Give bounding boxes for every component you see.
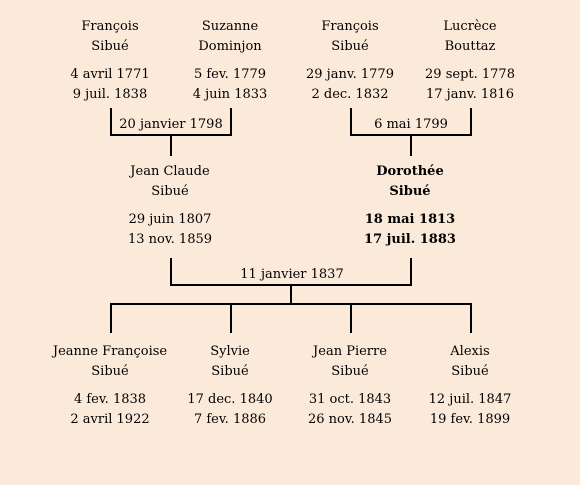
person-death-date: 26 nov. 1845	[307, 412, 393, 427]
person-death-date: 9 juil. 1838	[72, 87, 148, 102]
person-last-name: Sibué	[451, 364, 489, 379]
person-death-date: 17 janv. 1816	[426, 87, 514, 102]
person-first-name: Lucrèce	[443, 19, 497, 34]
person-death-date: 19 fev. 1899	[429, 412, 511, 427]
person-birth-date: 17 dec. 1840	[187, 392, 273, 407]
person-birth-date: 5 fev. 1779	[193, 67, 267, 82]
person-birth-date: 4 fev. 1838	[73, 392, 147, 407]
person-jeanne-francoise-sibue	[50, 342, 170, 430]
person-dorothee-sibue	[350, 162, 470, 250]
person-francois-sibue-paternal	[50, 17, 170, 105]
person-birth-date: 29 janv. 1779	[306, 67, 394, 82]
person-death-date: 17 juil. 1883	[364, 232, 456, 247]
person-last-name: Sibué	[389, 184, 431, 199]
person-francois-sibue-maternal	[290, 17, 410, 105]
connector-line	[470, 108, 472, 136]
person-last-name: Sibué	[331, 364, 369, 379]
person-first-name: Sylvie	[210, 344, 250, 359]
marriage-date-left: 20 janvier 1798	[112, 117, 230, 133]
marriage-date-parents: 11 janvier 1837	[230, 267, 354, 283]
connector-line	[410, 258, 412, 286]
person-birth-date: 4 avril 1771	[70, 67, 150, 82]
person-death-date: 2 avril 1922	[70, 412, 150, 427]
person-first-name: Jean Pierre	[313, 344, 387, 359]
sibling-bar	[110, 303, 472, 305]
descent-line	[410, 134, 412, 156]
person-birth-date: 12 juil. 1847	[428, 392, 512, 407]
person-last-name: Sibué	[331, 39, 369, 54]
person-death-date: 7 fev. 1886	[193, 412, 267, 427]
person-last-name: Dominjon	[198, 39, 262, 54]
person-jean-claude-sibue	[110, 162, 230, 250]
person-birth-date: 29 juin 1807	[128, 212, 212, 227]
person-last-name: Bouttaz	[444, 39, 496, 54]
person-first-name: Jeanne Françoise	[52, 344, 168, 359]
descent-line	[290, 284, 292, 305]
person-sylvie-sibue	[170, 342, 290, 430]
person-death-date: 4 juin 1833	[192, 87, 268, 102]
person-last-name: Sibué	[151, 184, 189, 199]
connector-line	[170, 258, 172, 286]
marriage-date-right: 6 mai 1799	[352, 117, 470, 133]
person-death-date: 13 nov. 1859	[127, 232, 213, 247]
person-first-name: François	[321, 19, 379, 34]
child-connector	[110, 303, 112, 333]
person-first-name: Jean Claude	[130, 164, 210, 179]
person-first-name: François	[81, 19, 139, 34]
person-suzanne-dominjon	[170, 17, 290, 105]
child-connector	[470, 303, 472, 333]
person-last-name: Sibué	[211, 364, 249, 379]
person-alexis-sibue	[410, 342, 530, 430]
person-birth-date: 18 mai 1813	[364, 212, 456, 227]
person-last-name: Sibué	[91, 364, 129, 379]
person-lucrece-bouttaz	[410, 17, 530, 105]
person-jean-pierre-sibue	[290, 342, 410, 430]
child-connector	[350, 303, 352, 333]
person-first-name: Dorothée	[376, 164, 444, 179]
person-birth-date: 29 sept. 1778	[425, 67, 515, 82]
person-last-name: Sibué	[91, 39, 129, 54]
person-first-name: Suzanne	[201, 19, 259, 34]
person-death-date: 2 dec. 1832	[311, 87, 389, 102]
person-first-name: Alexis	[450, 344, 490, 359]
person-birth-date: 31 oct. 1843	[308, 392, 392, 407]
connector-line	[230, 108, 232, 136]
descent-line	[170, 134, 172, 156]
child-connector	[230, 303, 232, 333]
